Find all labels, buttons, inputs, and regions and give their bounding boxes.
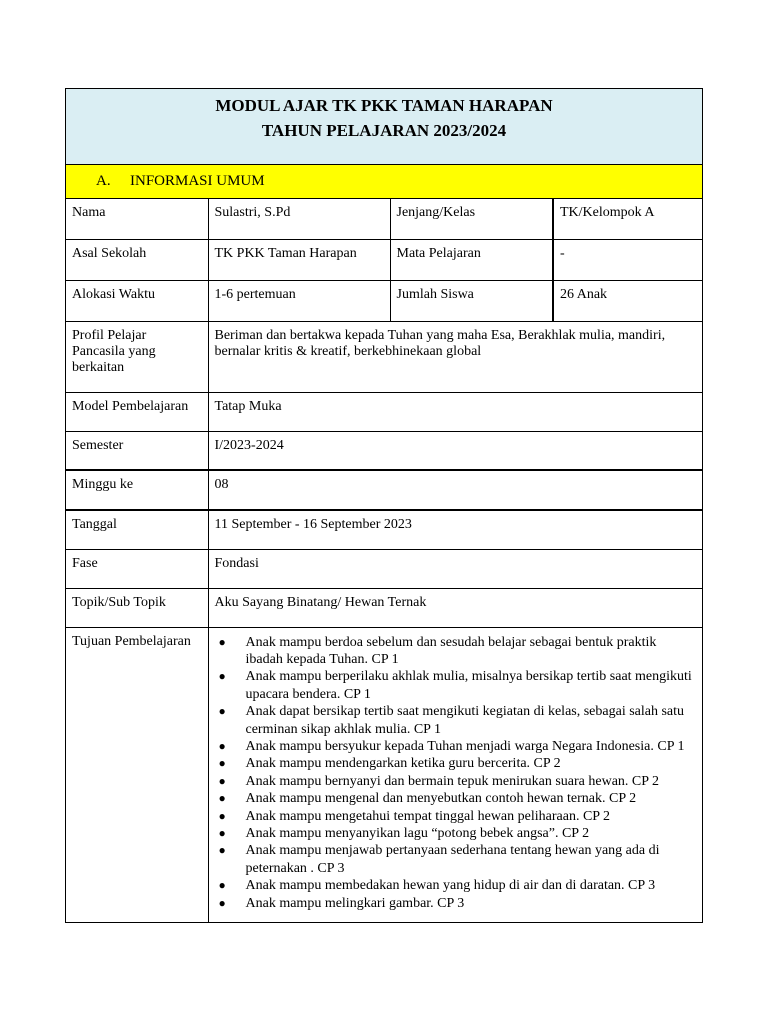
- table-row: [66, 392, 702, 431]
- jenjang-value: TK/Kelompok A: [553, 199, 702, 239]
- alokasi-value: 1-6 pertemuan: [208, 280, 390, 321]
- table-row: [66, 199, 702, 239]
- list-item: ● Anak mampu mendengarkan ketika guru bercerita. CP 2: [215, 755, 697, 772]
- info-table: [66, 199, 702, 922]
- fase-value: Fondasi: [208, 549, 702, 588]
- model-value: Tatap Muka: [208, 392, 702, 431]
- list-item: ● Anak mampu menjawab pertanyaan sederhana tentang hewan yang ada di peternakan . CP 3: [215, 842, 697, 877]
- semester-value: I/2023-2024: [208, 431, 702, 470]
- fase-label: Fase: [66, 549, 208, 588]
- document-module: [65, 88, 703, 923]
- tanggal-value: 11 September - 16 September 2023: [208, 510, 702, 549]
- document-title: MODUL AJAR TK PKK TAMAN HARAPAN: [215, 96, 553, 115]
- mapel-label: Mata Pelajaran: [390, 239, 553, 280]
- list-item: ● Anak mampu menyanyikan lagu “potong bebek angsa”. CP 2: [215, 825, 697, 842]
- list-item: ● Anak mampu membedakan hewan yang hidup di air dan di daratan. CP 3: [215, 877, 697, 894]
- siswa-value: 26 Anak: [553, 280, 702, 321]
- table-row: [66, 280, 702, 321]
- section-heading: [66, 165, 702, 199]
- academic-year: TAHUN PELAJARAN 2023/2024: [261, 121, 507, 140]
- table-row: [66, 588, 702, 627]
- asal-label: Asal Sekolah: [66, 239, 208, 280]
- table-row: [66, 431, 702, 470]
- tujuan-cell: [208, 627, 702, 922]
- profil-value: Beriman dan bertakwa kepada Tuhan yang maha Esa, Berakhlak mulia, mandiri, bernalar kritis & kreatif, berkebhinekaan global: [208, 321, 702, 392]
- table-row: [66, 239, 702, 280]
- asal-value: TK PKK Taman Harapan: [208, 239, 390, 280]
- minggu-label: Minggu ke: [66, 470, 208, 510]
- list-item: ● Anak dapat bersikap tertib saat mengikuti kegiatan di kelas, sebagai salah satu cerminan sikap akhlak mulia. CP 1: [215, 703, 697, 738]
- list-item: ● Anak mampu berdoa sebelum dan sesudah belajar sebagai bentuk praktik ibadah kepada Tuhan. CP 1: [215, 634, 697, 669]
- list-item: ● Anak mampu melingkari gambar. CP 3: [215, 895, 697, 912]
- profil-label: Profil Pelajar Pancasila yang berkaitan: [66, 321, 208, 392]
- list-item: ● Anak mampu mengetahui tempat tinggal hewan peliharaan. CP 2: [215, 808, 697, 825]
- nama-value: Sulastri, S.Pd: [208, 199, 390, 239]
- tanggal-label: Tanggal: [66, 510, 208, 549]
- tujuan-list: [215, 634, 697, 913]
- tujuan-label: Tujuan Pembelajaran: [66, 627, 208, 922]
- section-number: A.: [96, 173, 111, 189]
- table-row: [66, 470, 702, 510]
- table-row: [66, 627, 702, 922]
- list-item: ● Anak mampu berperilaku akhlak mulia, misalnya bersikap tertib saat mengikuti upacara bendera. CP 1: [215, 668, 697, 703]
- model-label: Model Pembelajaran: [66, 392, 208, 431]
- jenjang-label: Jenjang/Kelas: [390, 199, 553, 239]
- list-item: ● Anak mampu bernyanyi dan bermain tepuk menirukan suara hewan. CP 2: [215, 773, 697, 790]
- alokasi-label: Alokasi Waktu: [66, 280, 208, 321]
- nama-label: Nama: [72, 205, 106, 220]
- topik-label: Topik/Sub Topik: [66, 588, 208, 627]
- table-row: [66, 510, 702, 549]
- section-title: INFORMASI UMUM: [130, 173, 265, 189]
- list-item: ● Anak mampu bersyukur kepada Tuhan menjadi warga Negara Indonesia. CP 1: [215, 738, 697, 755]
- semester-label: Semester: [66, 431, 208, 470]
- minggu-value: 08: [208, 470, 702, 510]
- siswa-label: Jumlah Siswa: [390, 280, 553, 321]
- table-row: [66, 321, 702, 392]
- table-row: [66, 549, 702, 588]
- list-item: ● Anak mampu mengenal dan menyebutkan contoh hewan ternak. CP 2: [215, 790, 697, 807]
- topik-value: Aku Sayang Binatang/ Hewan Ternak: [208, 588, 702, 627]
- mapel-value: -: [553, 239, 702, 280]
- document-header: [66, 89, 702, 165]
